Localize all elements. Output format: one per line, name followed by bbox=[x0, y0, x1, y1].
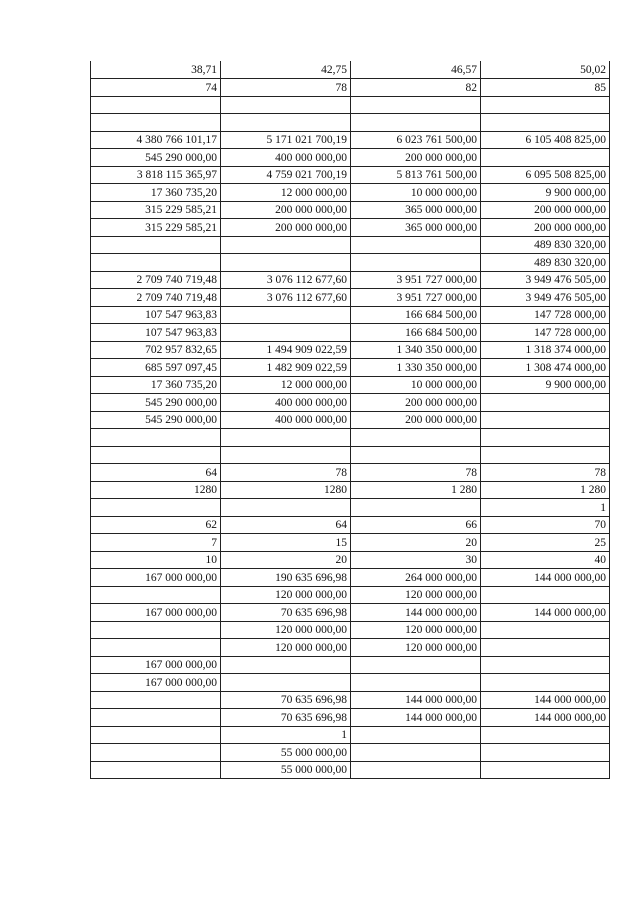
financial-table bbox=[90, 61, 610, 779]
table-cell: 3 949 476 505,00 bbox=[481, 289, 610, 307]
table-cell: 5 171 021 700,19 bbox=[221, 131, 351, 149]
table-cell bbox=[351, 726, 481, 744]
table-cell bbox=[481, 429, 610, 447]
table-cell: 78 bbox=[481, 464, 610, 482]
table-cell bbox=[221, 254, 351, 272]
table-row bbox=[91, 674, 610, 692]
table-cell: 365 000 000,00 bbox=[351, 201, 481, 219]
table-row bbox=[91, 61, 610, 79]
table-row bbox=[91, 464, 610, 482]
table-row bbox=[91, 429, 610, 447]
table-cell bbox=[481, 761, 610, 779]
table-row bbox=[91, 744, 610, 762]
table-cell bbox=[351, 236, 481, 254]
table-row bbox=[91, 726, 610, 744]
table-cell: 315 229 585,21 bbox=[91, 219, 221, 237]
table-body bbox=[91, 61, 610, 779]
table-cell: 64 bbox=[91, 464, 221, 482]
table-cell: 6 105 408 825,00 bbox=[481, 131, 610, 149]
table-cell: 74 bbox=[91, 79, 221, 97]
table-cell: 120 000 000,00 bbox=[221, 621, 351, 639]
table-row bbox=[91, 499, 610, 517]
table-row bbox=[91, 306, 610, 324]
table-row bbox=[91, 691, 610, 709]
table-cell: 200 000 000,00 bbox=[481, 201, 610, 219]
table-cell: 200 000 000,00 bbox=[351, 411, 481, 429]
table-row bbox=[91, 79, 610, 97]
table-cell: 10 000 000,00 bbox=[351, 376, 481, 394]
table-cell bbox=[481, 114, 610, 132]
table-cell bbox=[221, 446, 351, 464]
table-cell: 166 684 500,00 bbox=[351, 324, 481, 342]
table-cell: 1 280 bbox=[481, 481, 610, 499]
table-cell: 66 bbox=[351, 516, 481, 534]
table-cell: 1 330 350 000,00 bbox=[351, 359, 481, 377]
table-cell: 1280 bbox=[91, 481, 221, 499]
table-cell bbox=[351, 446, 481, 464]
table-cell bbox=[351, 744, 481, 762]
table-cell: 2 709 740 719,48 bbox=[91, 289, 221, 307]
table-cell: 200 000 000,00 bbox=[221, 219, 351, 237]
table-cell: 144 000 000,00 bbox=[351, 691, 481, 709]
table-cell: 200 000 000,00 bbox=[221, 201, 351, 219]
table-cell bbox=[221, 656, 351, 674]
table-cell: 1 bbox=[481, 499, 610, 517]
table-cell bbox=[351, 656, 481, 674]
table-cell bbox=[221, 306, 351, 324]
table-cell: 25 bbox=[481, 534, 610, 552]
table-cell bbox=[351, 114, 481, 132]
table-row bbox=[91, 359, 610, 377]
table-cell: 7 bbox=[91, 534, 221, 552]
table-cell: 3 951 727 000,00 bbox=[351, 289, 481, 307]
table-cell: 120 000 000,00 bbox=[351, 621, 481, 639]
table-row bbox=[91, 201, 610, 219]
table-cell: 144 000 000,00 bbox=[481, 569, 610, 587]
table-cell: 1 318 374 000,00 bbox=[481, 341, 610, 359]
table-cell bbox=[91, 254, 221, 272]
table-cell: 144 000 000,00 bbox=[351, 709, 481, 727]
table-cell: 167 000 000,00 bbox=[91, 569, 221, 587]
table-cell bbox=[91, 236, 221, 254]
table-cell: 400 000 000,00 bbox=[221, 394, 351, 412]
table-cell bbox=[481, 639, 610, 657]
table-row bbox=[91, 236, 610, 254]
table-cell bbox=[221, 236, 351, 254]
table-cell bbox=[481, 656, 610, 674]
table-cell bbox=[351, 761, 481, 779]
table-cell: 70 635 696,98 bbox=[221, 709, 351, 727]
table-row bbox=[91, 639, 610, 657]
table-cell bbox=[221, 324, 351, 342]
table-cell: 190 635 696,98 bbox=[221, 569, 351, 587]
table-row bbox=[91, 534, 610, 552]
table-cell bbox=[221, 429, 351, 447]
table-cell: 4 759 021 700,19 bbox=[221, 166, 351, 184]
table-cell bbox=[351, 674, 481, 692]
table-row bbox=[91, 219, 610, 237]
table-row bbox=[91, 394, 610, 412]
table-cell: 70 635 696,98 bbox=[221, 604, 351, 622]
table-row bbox=[91, 481, 610, 499]
table-cell: 200 000 000,00 bbox=[351, 394, 481, 412]
table-cell bbox=[91, 761, 221, 779]
table-cell: 147 728 000,00 bbox=[481, 324, 610, 342]
table-cell: 120 000 000,00 bbox=[221, 639, 351, 657]
table-cell: 5 813 761 500,00 bbox=[351, 166, 481, 184]
table-cell: 1 bbox=[221, 726, 351, 744]
table-row bbox=[91, 621, 610, 639]
table-cell: 15 bbox=[221, 534, 351, 552]
table-cell: 6 095 508 825,00 bbox=[481, 166, 610, 184]
table-cell: 315 229 585,21 bbox=[91, 201, 221, 219]
table-row bbox=[91, 411, 610, 429]
table-cell: 9 900 000,00 bbox=[481, 184, 610, 202]
table-cell: 78 bbox=[221, 464, 351, 482]
table-cell: 107 547 963,83 bbox=[91, 306, 221, 324]
table-row bbox=[91, 761, 610, 779]
table-cell bbox=[481, 96, 610, 114]
table-cell: 70 bbox=[481, 516, 610, 534]
table-cell: 144 000 000,00 bbox=[481, 691, 610, 709]
table-cell bbox=[221, 499, 351, 517]
table-cell: 20 bbox=[221, 551, 351, 569]
table-row bbox=[91, 341, 610, 359]
table-cell: 167 000 000,00 bbox=[91, 604, 221, 622]
table-cell bbox=[91, 586, 221, 604]
table-cell: 40 bbox=[481, 551, 610, 569]
table-row bbox=[91, 114, 610, 132]
table-cell: 85 bbox=[481, 79, 610, 97]
table-row bbox=[91, 166, 610, 184]
table-cell bbox=[481, 586, 610, 604]
table-cell bbox=[91, 621, 221, 639]
table-row bbox=[91, 709, 610, 727]
table-cell bbox=[481, 411, 610, 429]
table-cell bbox=[481, 744, 610, 762]
table-cell bbox=[91, 96, 221, 114]
table-row bbox=[91, 149, 610, 167]
table-cell: 38,71 bbox=[91, 61, 221, 79]
table-cell: 685 597 097,45 bbox=[91, 359, 221, 377]
table-cell: 1 494 909 022,59 bbox=[221, 341, 351, 359]
table-cell bbox=[481, 674, 610, 692]
table-cell: 702 957 832,65 bbox=[91, 341, 221, 359]
table-row bbox=[91, 516, 610, 534]
table-cell bbox=[351, 254, 481, 272]
table-cell bbox=[91, 744, 221, 762]
table-cell bbox=[481, 726, 610, 744]
table-cell bbox=[221, 96, 351, 114]
table-cell: 17 360 735,20 bbox=[91, 184, 221, 202]
table-cell: 62 bbox=[91, 516, 221, 534]
table-cell bbox=[91, 639, 221, 657]
table-cell: 70 635 696,98 bbox=[221, 691, 351, 709]
table-cell: 1 482 909 022,59 bbox=[221, 359, 351, 377]
table-cell: 200 000 000,00 bbox=[351, 149, 481, 167]
table-cell: 3 951 727 000,00 bbox=[351, 271, 481, 289]
table-cell: 17 360 735,20 bbox=[91, 376, 221, 394]
table-cell: 1280 bbox=[221, 481, 351, 499]
table-cell: 1 280 bbox=[351, 481, 481, 499]
table-cell: 12 000 000,00 bbox=[221, 376, 351, 394]
table-cell bbox=[91, 691, 221, 709]
table-cell: 489 830 320,00 bbox=[481, 236, 610, 254]
table-cell: 82 bbox=[351, 79, 481, 97]
table-row bbox=[91, 376, 610, 394]
table-cell: 120 000 000,00 bbox=[351, 639, 481, 657]
table-row bbox=[91, 184, 610, 202]
table-cell: 147 728 000,00 bbox=[481, 306, 610, 324]
table-cell: 20 bbox=[351, 534, 481, 552]
table-cell: 50,02 bbox=[481, 61, 610, 79]
table-cell bbox=[481, 621, 610, 639]
table-cell: 55 000 000,00 bbox=[221, 744, 351, 762]
table-cell: 144 000 000,00 bbox=[481, 604, 610, 622]
table-cell: 144 000 000,00 bbox=[481, 709, 610, 727]
table-cell bbox=[221, 674, 351, 692]
table-cell: 167 000 000,00 bbox=[91, 656, 221, 674]
table-cell: 3 076 112 677,60 bbox=[221, 289, 351, 307]
table-cell: 400 000 000,00 bbox=[221, 149, 351, 167]
table-cell: 3 818 115 365,97 bbox=[91, 166, 221, 184]
table-cell bbox=[91, 726, 221, 744]
table-cell: 167 000 000,00 bbox=[91, 674, 221, 692]
table-cell: 55 000 000,00 bbox=[221, 761, 351, 779]
table-cell: 78 bbox=[221, 79, 351, 97]
table-cell: 166 684 500,00 bbox=[351, 306, 481, 324]
table-cell: 107 547 963,83 bbox=[91, 324, 221, 342]
table-cell: 10 000 000,00 bbox=[351, 184, 481, 202]
table-cell bbox=[221, 114, 351, 132]
table-cell: 1 308 474 000,00 bbox=[481, 359, 610, 377]
table-cell bbox=[91, 709, 221, 727]
table-cell: 1 340 350 000,00 bbox=[351, 341, 481, 359]
table-row bbox=[91, 254, 610, 272]
table-cell: 46,57 bbox=[351, 61, 481, 79]
table-cell: 489 830 320,00 bbox=[481, 254, 610, 272]
table-cell: 264 000 000,00 bbox=[351, 569, 481, 587]
table-cell: 4 380 766 101,17 bbox=[91, 131, 221, 149]
table-cell: 144 000 000,00 bbox=[351, 604, 481, 622]
table-cell: 545 290 000,00 bbox=[91, 149, 221, 167]
table-row bbox=[91, 96, 610, 114]
table-cell: 64 bbox=[221, 516, 351, 534]
table-cell bbox=[481, 446, 610, 464]
table-cell bbox=[91, 114, 221, 132]
table-row bbox=[91, 656, 610, 674]
table-row bbox=[91, 551, 610, 569]
table-cell bbox=[481, 149, 610, 167]
table-cell: 3 076 112 677,60 bbox=[221, 271, 351, 289]
table-row bbox=[91, 271, 610, 289]
table-cell: 365 000 000,00 bbox=[351, 219, 481, 237]
table-cell: 30 bbox=[351, 551, 481, 569]
table-cell bbox=[481, 394, 610, 412]
table-row bbox=[91, 324, 610, 342]
table-row bbox=[91, 586, 610, 604]
table-row bbox=[91, 604, 610, 622]
table-cell bbox=[91, 429, 221, 447]
table-row bbox=[91, 131, 610, 149]
table-cell bbox=[351, 499, 481, 517]
table-cell: 42,75 bbox=[221, 61, 351, 79]
table-row bbox=[91, 569, 610, 587]
table-cell: 120 000 000,00 bbox=[221, 586, 351, 604]
table-cell: 6 023 761 500,00 bbox=[351, 131, 481, 149]
table-cell: 12 000 000,00 bbox=[221, 184, 351, 202]
table-cell bbox=[91, 446, 221, 464]
table-cell: 545 290 000,00 bbox=[91, 411, 221, 429]
table-cell: 120 000 000,00 bbox=[351, 586, 481, 604]
table-cell: 9 900 000,00 bbox=[481, 376, 610, 394]
table-row bbox=[91, 289, 610, 307]
table-row bbox=[91, 446, 610, 464]
table-cell: 78 bbox=[351, 464, 481, 482]
table-cell: 400 000 000,00 bbox=[221, 411, 351, 429]
table-cell: 200 000 000,00 bbox=[481, 219, 610, 237]
table-cell: 3 949 476 505,00 bbox=[481, 271, 610, 289]
table-cell bbox=[91, 499, 221, 517]
table-cell: 10 bbox=[91, 551, 221, 569]
table-cell bbox=[351, 96, 481, 114]
table-cell bbox=[351, 429, 481, 447]
table-cell: 545 290 000,00 bbox=[91, 394, 221, 412]
table-cell: 2 709 740 719,48 bbox=[91, 271, 221, 289]
